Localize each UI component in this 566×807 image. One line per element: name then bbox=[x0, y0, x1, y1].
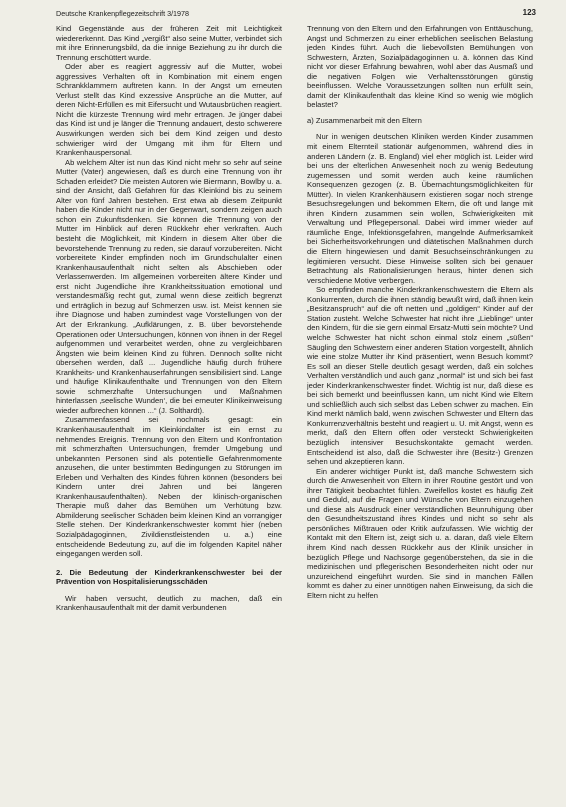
page-number: 123 bbox=[522, 8, 536, 17]
journal-name: Deutsche Krankenpflegezeitschrift 3/1978 bbox=[56, 9, 190, 18]
section-heading: 2. Die Bedeutung der Kinderkrankenschwester bei der Prävention von Hospitalisierungsschäden bbox=[56, 567, 282, 587]
paragraph: Nur in wenigen deutschen Kliniken werden Kinder zusammen mit einem Elternteil stationär aufgenommen, während dies in anderen Ländern (z. B. England) viel eher möglich ist. Leider wird bei uns der elterlichen Anwesenheit noch zu wenig Bedeutung zugemessen und somit werden auch keine räumlichen Konsequenzen gezogen (z. B. Übernachtungsmöglichkeiten für Mütter). In vielen Krankenhäusern existieren sogar noch strenge Besuchsregelungen und bekommen Eltern, die oft und lange mit ihren Kindern zusammen sein wollen, Schwierigkeiten mit Verwaltung und Pflegepersonal. Dabei wird immer wieder auf räumliche Enge, Infektionsgefahren, mangelnde Aufmerksamkeit bei Sicherheitsvorkehrungen und diätetischen Maßnahmen durch die Eltern hingewiesen und damit Besuchseinschränkungen zu legitimieren versucht. Diese Hinweise sollten sich bei genauer Betrachtung als Rationalisierungen heraus, hinter denen sich verschiedene Motive verbergen. bbox=[307, 132, 533, 285]
left-column bbox=[56, 24, 282, 803]
subsection-heading: a) Zusammenarbeit mit den Eltern bbox=[307, 115, 422, 125]
paragraph: Oder aber es reagiert aggressiv auf die Mutter, wobei aggressives Verhalten oft in Kombination mit einem engen Schrankklammern auftreten kann. In der Angst um erneuten Verlust stellt das Kind exzessive Ansprüche an die Mutter, auf deren Nicht-Erfüllen es mit Eifersucht und Wutausbrüchen reagiert. Nicht die kürzeste Trennung wird mehr ertragen. Je jünger dabei das Kind ist und je länger die Trennung andauert, desto schwerere Auswirkungen werden sich bei dem Kind zeigen und desto schwieriger wird der Umgang mit ihm für Eltern und Krankenhauspersonal. bbox=[56, 62, 282, 158]
paragraph: Trennung von den Eltern und den Erfahrungen von Enttäuschung, Angst und Schmerzen zu einer erheblichen seelischen Belastung jeden Kindes führt. Auch die liebevollsten Bemühungen von Schwestern, Ärzten, Sozialpädagoginnen u. ä. können das Kind nicht vor dieser Erfahrung bewahren, wohl aber das Ausmaß und die negativen Folgen wie Verhaltensstörungen günstig beeinflussen. Welche Voraussetzungen sollten nun erfüllt sein, damit der Klinikaufenthalt das kleine Kind so wenig wie möglich belastet? bbox=[307, 24, 533, 110]
paragraph: Kind Gegenstände aus der früheren Zeit mit Leichtigkeit wiedererkennt. Das Kind „vergißt“ also seine Mutter, verbindet sich mit ihre Erinnerungsbild, da die innige Beziehung zu ihr durch die Trennung erschüttert wurde. bbox=[56, 24, 282, 62]
paragraph: Wir haben versucht, deutlich zu machen, daß ein Krankenhausaufenthalt mit der damit verbundenen bbox=[56, 593, 282, 613]
running-header bbox=[56, 8, 536, 20]
paragraph: Zusammenfassend sei nochmals gesagt: ein Krankenhausaufenthalt im Kleinkindalter ist ein ernst zu nehmendes Ereignis. Trennung von den Eltern und Konfrontation mit schmerzhaften Untersuchungen, fremder Umgebung und unbekannten Personen sind als potentielle Gefahrenmomente anzusehen, die unter bestimmten Bedingungen zu Störungen im Erleben und Verhalten des Kindes führen können (besonders bei Kindern unter drei Jahren und bei längeren Krankenhausaufenthalten). Neben der klinisch-organischen Therapie muß daher das Bemühen um Verhütung bzw. Abmilderung seelischer Schäden beim kleinen Kind an vorrangiger Stelle stehen. Der Kinderkrankenschwester kommt hier (neben Sozialpädagoginnen, Zivildienstleistenden u. a.) eine entscheidende Bedeutung zu, auf die im folgenden Kapitel näher eingegangen werden soll. bbox=[56, 415, 282, 559]
right-column bbox=[307, 24, 533, 803]
paragraph: So empfinden manche Kinderkrankenschwestern die Eltern als Konkurrenten, durch die ihnen ständig bewußt wird, daß ihnen kein „Besitzanspruch“ auf die oft netten und „goldigen“ Kinder auf der Station zusteht. Welche Schwester hat nicht ihre „Lieblinge“ unter den Kindern, für die sie gern einmal Ersatz-Mutti sein möchte? Und welche Schwester hat nicht schon einmal stolz einem „süßen“ Säugling den Schwestern einer anderen Station vorgestellt, ähnlich wie eine stolze Mutter ihr Kind präsentiert, wenn Besuch kommt? Es soll an dieser Stelle deutlich gesagt werden, daß ein solches Verhalten verständlich und auch ganz „normal“ ist und sich bei fast jeder Kinderkrankenschwester findet. Wichtig ist nur, daß diese es bei sich bemerkt und beeinflussen kann, um nicht Kind wie Eltern und schließlich auch sich selbst das Leben schwer zu machen. Ein Kind merkt nämlich bald, wenn zwischen Schwester und Eltern das Konkurrenzverhältnis besteht und reagiert u. U. mit Angst, wenn es merkt, daß den Eltern offen oder versteckt Schwierigkeiten bezüglich intensiver Besuchskontakte gemacht werden. Entscheidend ist also, daß die Schwester ihre (Besitz-) Grenzen sehen und akzeptieren kann. bbox=[307, 285, 533, 467]
paragraph: Ab welchem Alter ist nun das Kind nicht mehr so sehr auf seine Mutter (Vater) angewiesen, daß es durch eine Trennung von ihr Schaden erleidet? Die meisten Autoren wie Biermann, Bowlby u. a. sind der Ansicht, daß Gefahren für das Kleinkind bis zu seinem Alter von fünf Jahren bestehen. Erst etwa ab diesem Zeitpunkt haben die Kinder nicht nur in der Gegenwart, sondern zeigen auch schon ein Zukunftsdenken. Sie können die Trennung von der Mutter im Hinblick auf deren Rückkehr eher verkraften. Auch besteht die Möglichkeit, mit Kindern in diesem Alter über die bevorstehende Trennung zu reden, sie darauf vorzubereiten. Nicht vorbereitete Kinder empfinden noch im Grundschulalter einen Krankenhausaufenthalt nicht selten als Abschieben oder Verlassenwerden. Im allgemeinen vorbereiten ältere Kinder und erst nicht Jugendliche ihre Krankheitssituation emotional und verstandesmäßig recht gut, zumal wenn diese zeitlich begrenzt und erträglich in bezug auf Schmerzen usw. ist. Meist kennen sie ihre Diagnose und haben zumindest vage Vorstellungen von der Art der Erkrankung. „Aufklärungen, z. B. über bevorstehende Operationen oder Untersuchungen, können von ihnen in der Regel aufgenommen und verarbeitet werden, ohne zu vergleichbaren Ängsten wie beim kleinen Kind zu führen. Dennoch sollte nicht übersehen werden, daß ... Jugendliche häufig durch frühere Krankheits- und Krankenhauserfahrungen sensibilisiert sind. Lange und häufige Klinikaufenthalte und Trennungen von den Eltern sowie schmerzhafte Untersuchungen und Maßnahmen hinterlassen ‚seelische Wunden‘, die bei erneuter Klinikeinweisung wieder aufbrechen können ...“ (J. Solthardt). bbox=[56, 157, 282, 415]
paragraph: Ein anderer wichtiger Punkt ist, daß manche Schwestern sich durch die Anwesenheit von Eltern in ihrer Routine gestört und von ihrer Tätigkeit beobachtet fühlen. Zweifellos kostet es häufig Zeit und Geduld, auf die Fragen und Wünsche von Eltern einzugehen und diese als Ausdruck einer verständlichen Beunruhigung über den Gesundheitszustand ihres Kindes und nicht so sehr als persönliches Mißtrauen oder Kritik aufzufassen. Wie wichtig der Kontakt mit den Eltern ist, zeigt sich u. a. daran, daß viele Eltern ihrem Kind nach dessen Rückkehr aus der Klinik unsicher in bezüglich Pflege und Nachsorge gegenüberstehen, da sie in die medizinischen und pflegerischen Besonderheiten nicht oder nur unzureichend eingeführt wurden. Sie sind in manchen Fällen kommt es daher zu einer unnötigen nahen Einweisung, da sich die Eltern nicht zu helfen bbox=[307, 466, 533, 600]
